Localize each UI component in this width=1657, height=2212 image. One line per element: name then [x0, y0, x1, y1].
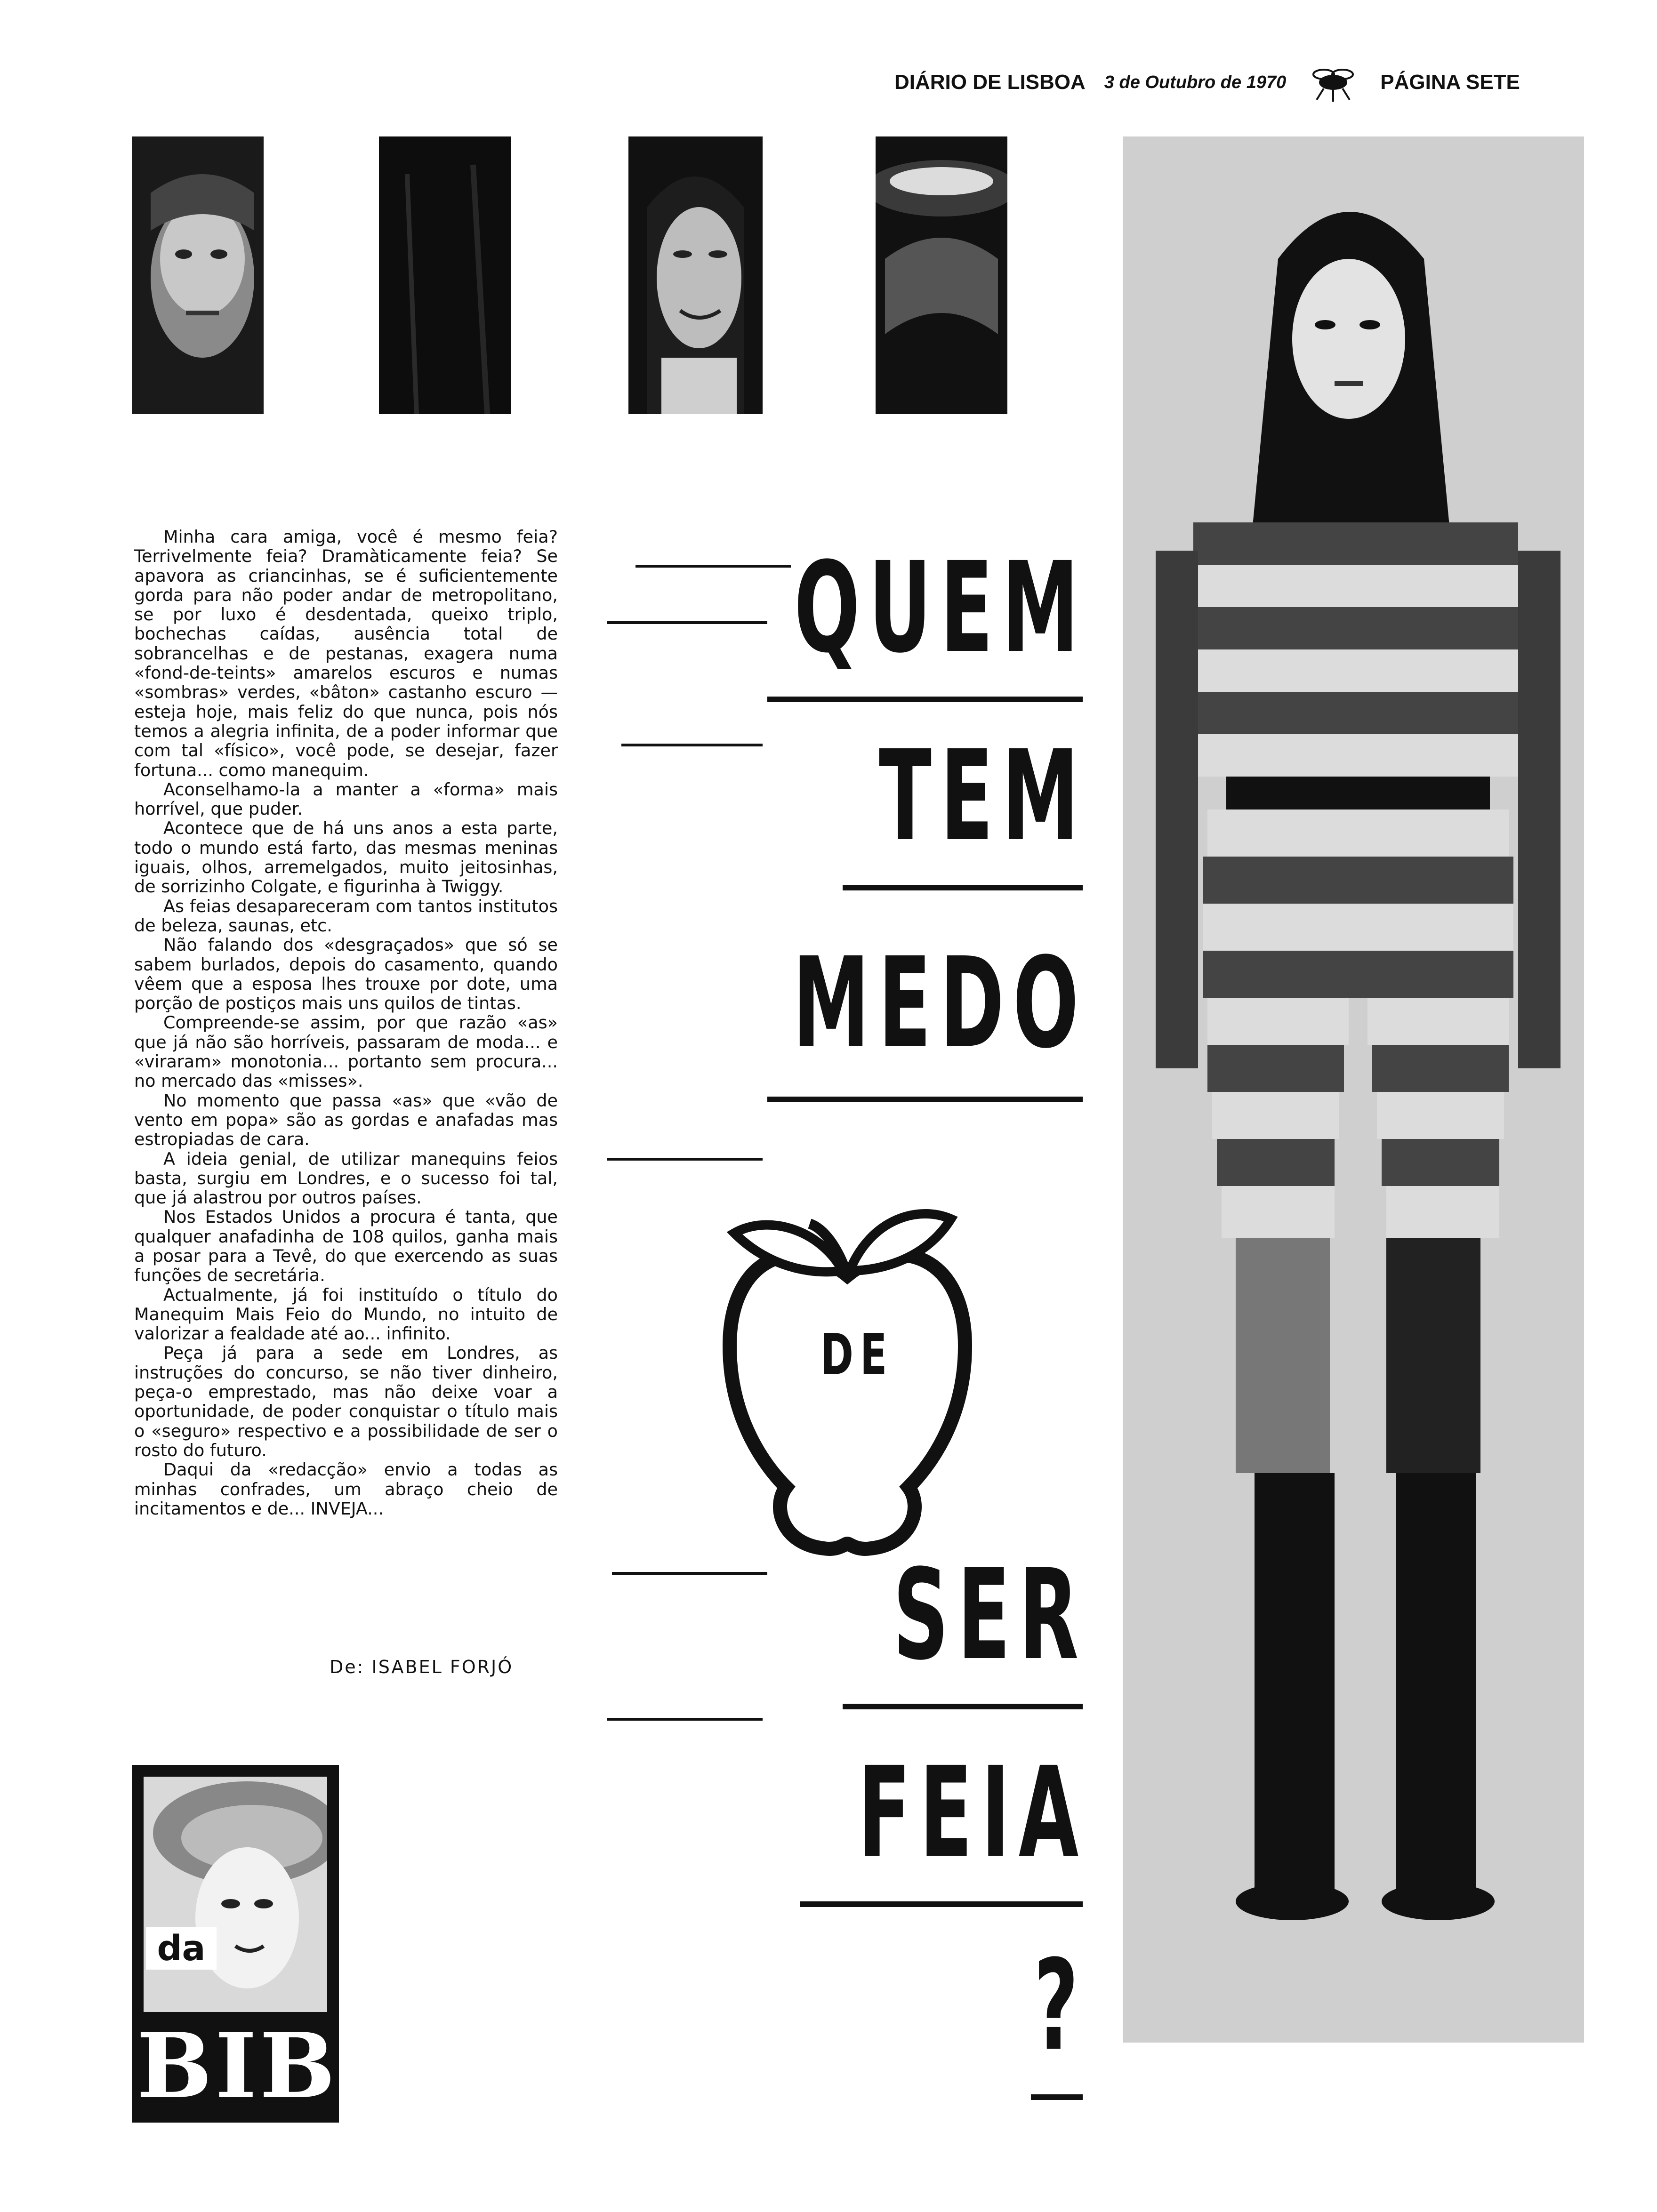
- headline-rule: [800, 1901, 1083, 1907]
- column-prefix: da: [146, 1927, 217, 1970]
- column-name: BIBI: [137, 2013, 383, 2118]
- headline-word-tem: TEM: [878, 724, 1087, 869]
- article-paragraph: Actualmente, já foi instituído o título do Manequim Mais Feio do Mundo, no intuito de valorizar a fealdade até ao... infinito.: [134, 1284, 558, 1344]
- masthead: [894, 61, 1582, 104]
- headline-rule: [843, 1704, 1083, 1709]
- article-paragraph: Daqui da «redacção» envio a todas as minhas confrades, um abraço cheio de incitamentos e de... INVEJA...: [134, 1459, 558, 1519]
- decorative-streak: [607, 621, 767, 624]
- decorative-streak: [635, 565, 791, 568]
- photo-bibi: [144, 1777, 327, 2012]
- headline-word-medo: MEDO: [792, 931, 1087, 1076]
- article-paragraph: Não falando dos «desgraçados» que só se sabem burlados, depois do casamento, quando vêem que a esposa lhes trouxe por dote, uma porção de postiços mais uns quilos de tintas.: [134, 935, 558, 1014]
- headline-rule: [843, 885, 1083, 890]
- headline-rule: [767, 697, 1083, 702]
- headline-word-feia: FEIA: [858, 1740, 1087, 1885]
- article-paragraph: Compreende-se assim, por que razão «as» que já não são horríveis, passaram de moda... e «viraram» monotonia... portanto sem procura... no mercado das «misses».: [134, 1012, 558, 1091]
- fly-icon: [1305, 61, 1361, 104]
- headline-rule: [767, 1097, 1083, 1102]
- issue-date: 3 de Outubro de 1970: [1104, 72, 1287, 92]
- photo-model-striped: [1123, 136, 1584, 2043]
- headline-word-quem: QUEM: [794, 536, 1087, 681]
- page-number: PÁGINA SETE: [1380, 71, 1520, 94]
- photo-hat: [876, 136, 1007, 414]
- article-paragraph: As feias desapareceram com tantos institutos de beleza, saunas, etc.: [134, 896, 558, 936]
- article-paragraph: Nos Estados Unidos a procura é tanta, que qualquer anafadinha de 108 quilos, ganha mais a posar para a Tevê, do que exercendo as suas funções de secretária.: [134, 1207, 558, 1286]
- headline-word-ser: SER: [893, 1543, 1087, 1688]
- headline-rule: [1031, 2094, 1083, 2100]
- decorative-streak: [607, 1158, 763, 1161]
- photo-dark: [379, 136, 511, 414]
- article-body: [134, 527, 558, 1518]
- article-paragraph: Peça já para a sede em Londres, as instruções do concurso, se não tiver dinheiro, peça-o emprestado, mas não deixe voar a oportunidade, de poder conquistar o título mais o «seguro» respectivo e a possibilidade de ser o rosto do futuro.: [134, 1343, 558, 1460]
- photo-face-3: [628, 136, 763, 414]
- decorative-streak: [612, 1572, 767, 1575]
- article-paragraph: No momento que passa «as» que «vão de vento em popa» são as gordas e anafadas mas estropiadas de cara.: [134, 1090, 558, 1150]
- article-paragraph: Minha cara amiga, você é mesmo feia? Terrivelmente feia? Dramàticamente feia? Se apavora as criancinhas, se é suficientemente gorda para não poder andar de metropolitano, se por luxo é desdentada, queixo triplo, bochechas caídas, ausência total de sobrancelhas e de pestanas, exagera numa «fond-de-teints» amarelos escuros e numas «sombras» verdes, «bâton» castanho escuro — esteja hoje, mais feliz do que nunca, pois nós temos a alegria infinita, de a poder informar que com tal «físico», você pode, se desejar, fazer fortuna... como manequim.: [134, 527, 558, 780]
- decorative-streak: [607, 1718, 763, 1721]
- headline-question-mark: ?: [1034, 1933, 1087, 2078]
- article-byline: De: ISABEL FORJÓ: [330, 1657, 514, 1677]
- photo-face-1: [132, 136, 264, 414]
- newspaper-name: DIÁRIO DE LISBOA: [894, 71, 1086, 94]
- article-paragraph: Aconselhamo-la a manter a «forma» mais horrível, que puder.: [134, 779, 558, 819]
- decorative-streak: [621, 744, 763, 746]
- headline-word-de: DE: [820, 1322, 894, 1388]
- article-paragraph: A ideia genial, de utilizar manequins feios basta, surgiu em Londres, e o sucesso foi tal, que já alastrou por outros países.: [134, 1148, 558, 1208]
- article-paragraph: Acontece que de há uns anos a esta parte, todo o mundo está farto, das mesmas meninas iguais, olhos, arremelgados, muito jeitosinhas, de sorrizinho Colgate, e figurinha à Twiggy.: [134, 818, 558, 897]
